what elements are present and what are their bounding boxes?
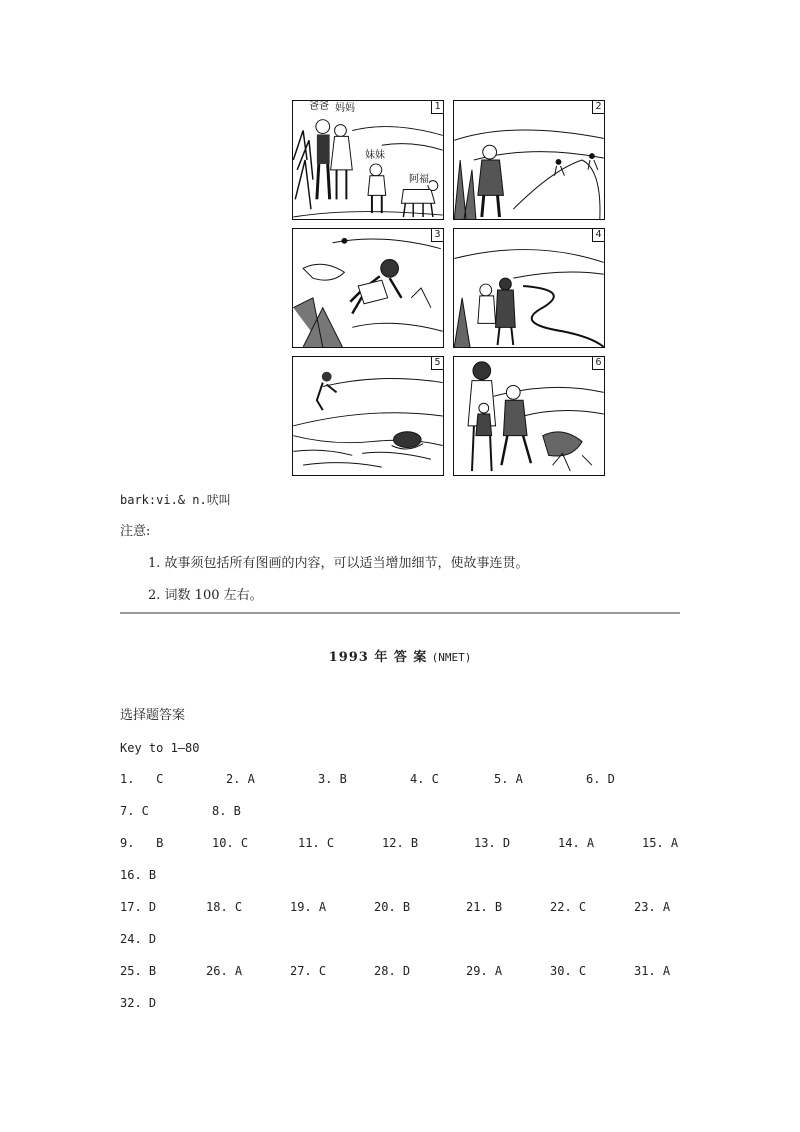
answer-26: 26. A [206, 964, 243, 978]
answer-13: 13. D [474, 836, 511, 850]
answer-28: 28. D [374, 964, 411, 978]
panel-1-label-dog: 阿福 [409, 174, 429, 185]
answer-20: 20. B [374, 900, 411, 914]
comic-panel-2 [453, 100, 605, 220]
answer-22: 22. C [550, 900, 587, 914]
panel-1-label-mom: 妈妈 [335, 103, 355, 114]
panel-6-number: 6 [592, 357, 604, 370]
answer-8: 8. B [212, 804, 241, 818]
answer-10: 10. C [212, 836, 249, 850]
answer-12: 12. B [382, 836, 419, 850]
answer-9: 9. B [120, 836, 164, 850]
comic-strip [292, 100, 606, 476]
panel-4-number: 4 [592, 229, 604, 242]
comic-panel-1 [292, 100, 444, 220]
comic-panel-3 [292, 228, 444, 348]
answer-2: 2. A [226, 772, 255, 786]
answers-title [0, 646, 800, 665]
answer-5: 5. A [494, 772, 523, 786]
answers-title-main: 1993 年 答 案 [328, 650, 428, 665]
answers-key-range: Key to 1—80 [120, 741, 200, 755]
answer-1: 1. C [120, 772, 164, 786]
answer-6: 6. D [586, 772, 615, 786]
answer-16: 16. B [120, 868, 157, 882]
answer-29: 29. A [466, 964, 503, 978]
panel-4-drawing [454, 229, 604, 347]
answer-7: 7. C [120, 804, 149, 818]
answer-17: 17. D [120, 900, 157, 914]
answers-section: 选择题答案 [120, 708, 186, 723]
answer-3: 3. B [318, 772, 347, 786]
comic-panel-4 [453, 228, 605, 348]
note-item-1: 1. 故事须包括所有图画的内容，可以适当增加细节，使故事连贯。 [148, 556, 529, 571]
answer-15: 15. A [642, 836, 679, 850]
panel-2-drawing [454, 101, 604, 219]
panel-5-number: 5 [431, 357, 443, 370]
answer-24: 24. D [120, 932, 157, 946]
comic-panel-5 [292, 356, 444, 476]
note-item-2: 2. 词数 100 左右。 [148, 588, 263, 603]
answer-23: 23. A [634, 900, 671, 914]
panel-3-number: 3 [431, 229, 443, 242]
divider [120, 612, 680, 614]
panel-3-drawing [293, 229, 443, 347]
answer-25: 25. B [120, 964, 157, 978]
answer-11: 11. C [298, 836, 335, 850]
answers-title-sub: (NMET) [431, 651, 472, 664]
answer-14: 14. A [558, 836, 595, 850]
panel-2-number: 2 [592, 101, 604, 114]
panel-5-drawing [293, 357, 443, 475]
answer-21: 21. B [466, 900, 503, 914]
panel-1-label-dad: 爸爸 [309, 101, 329, 112]
comic-panel-6 [453, 356, 605, 476]
vocab-note: bark:vi.& n.吠叫 [120, 493, 231, 507]
answer-27: 27. C [290, 964, 327, 978]
panel-6-drawing [454, 357, 604, 475]
answer-30: 30. C [550, 964, 587, 978]
panel-1-label-sister: 妹妹 [365, 150, 385, 161]
answer-4: 4. C [410, 772, 439, 786]
answer-31: 31. A [634, 964, 671, 978]
answer-18: 18. C [206, 900, 243, 914]
panel-1-number: 1 [431, 101, 443, 114]
notes-heading: 注意: [120, 524, 151, 539]
answer-19: 19. A [290, 900, 327, 914]
answer-32: 32. D [120, 996, 157, 1010]
